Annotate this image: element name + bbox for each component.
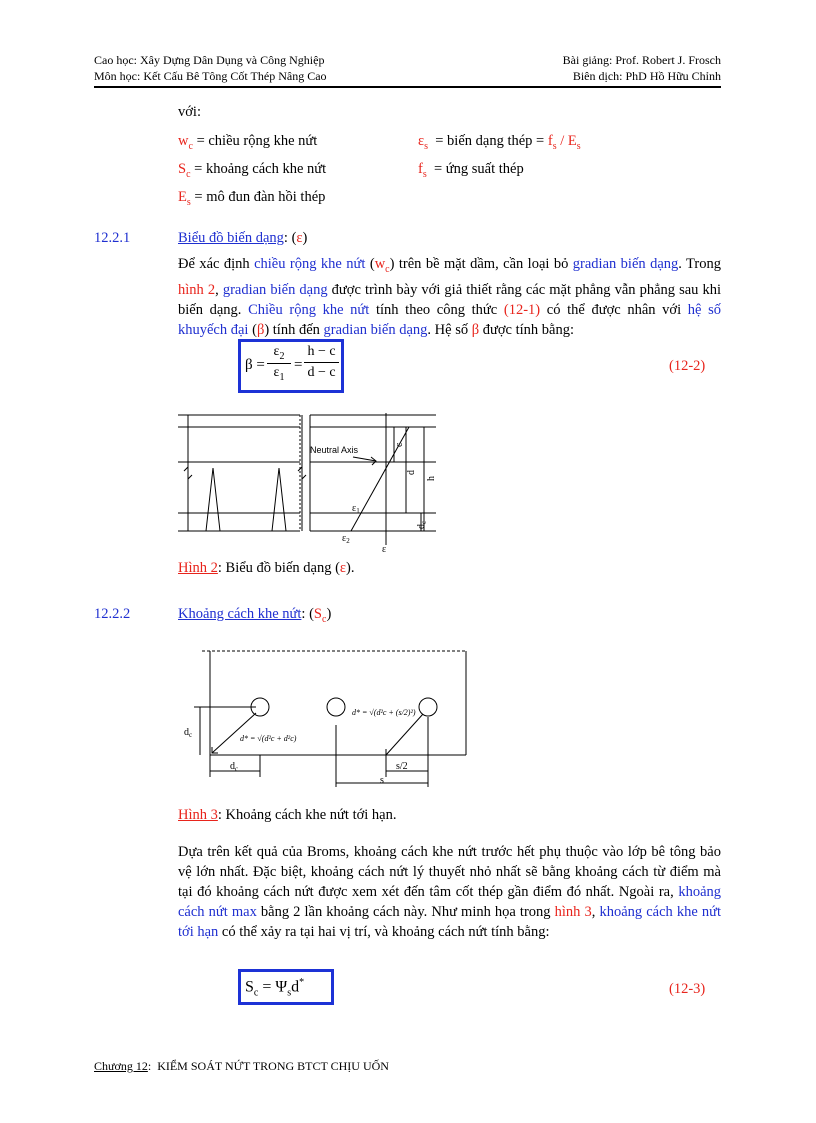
figure-2-ref: Hình 2 bbox=[178, 560, 218, 576]
header-left bbox=[94, 52, 327, 84]
eq-frac2: h − c d − c bbox=[304, 344, 339, 381]
fig3-dc-vertical-label: $d_c$ bbox=[184, 727, 193, 739]
fig3-formula-left: d* = √(d²c + d²c) bbox=[240, 734, 297, 743]
figure-3-caption: Hình 3: Khoảng cách khe nứt tới hạn. bbox=[178, 807, 397, 823]
symbol-es: $E_s$ = mô đun đàn hồi thép bbox=[178, 189, 326, 208]
section-1-number: 12.2.1 bbox=[94, 230, 131, 246]
section-2-heading: Khoảng cách khe nứt: $(S_c)$ bbox=[178, 606, 332, 625]
section-1-paragraph: Để xác định chiều rộng khe nứt $(w_c)$ trên bề mặt dầm, cần loại bỏ gradian biến dạng. Trong hình 2, gradian biến dạng được trình bày với giả thiết rằng các mặt phẳng vẫn phẳng sau khi biến dạng. Chiều rộng khe nứt tính theo công thức (12-1) có thể được nhân với hệ số khuyếch đại (β) tính đến gradian biến dạng. Hệ số β được tính bằng: bbox=[178, 256, 722, 338]
strain-diagram-figure bbox=[176, 405, 476, 555]
eq-beta-lhs: β = bbox=[245, 357, 265, 373]
equation-beta-box: β = $\varepsilon_2$ $\varepsilon_1$ = h − c d − c bbox=[238, 339, 344, 393]
figure-3-ref: Hình 3 bbox=[178, 807, 218, 823]
symbol-wc: $w_c$ = chiều rộng khe nứt bbox=[178, 133, 318, 152]
equation-sc-box bbox=[238, 969, 334, 1005]
equation-number-12-3: (12-3) bbox=[669, 981, 706, 997]
eps-axis-label: ε bbox=[382, 544, 387, 555]
fig3-dc-horizontal-label: $d_c$ bbox=[230, 761, 239, 773]
c-label: c bbox=[394, 442, 405, 447]
eq-frac1: $\varepsilon_2$ $\varepsilon_1$ bbox=[267, 344, 291, 383]
section-2-title: Khoảng cách khe nứt bbox=[178, 606, 302, 622]
h-label: h bbox=[426, 476, 437, 481]
eq-sc: $S_c = \Psi_sd^*$ bbox=[245, 977, 305, 999]
section-1-heading: Biểu đồ biến dạng: (ε) bbox=[178, 230, 308, 246]
section-1-title: Biểu đồ biến dạng bbox=[178, 230, 284, 246]
symbol-eps: $\varepsilon_s$ = biến dạng thép = $f_s / E_s$ bbox=[418, 133, 581, 152]
header-left-line1: Cao học: Xây Dựng Dân Dụng và Công Nghiệp bbox=[94, 53, 325, 67]
header-right-line1: Bài giảng: Prof. Robert J. Frosch bbox=[562, 53, 721, 67]
footer bbox=[94, 1058, 389, 1074]
symbols-intro: với: bbox=[178, 104, 201, 120]
equation-number-12-2: (12-2) bbox=[669, 358, 706, 374]
neutral-axis-label: Neutral Axis bbox=[310, 445, 359, 455]
dc-label: $d_c$ bbox=[416, 520, 428, 529]
beam-section bbox=[178, 415, 306, 531]
section-2-paragraph: Dựa trên kết quả của Broms, khoảng cách khe nứt trước hết phụ thuộc vào lớp bê tông bảo vệ lớn nhất. Đặc biệt, khoảng cách nứt lý thuyết nhỏ nhất sẽ bằng khoảng cách từ điểm mà tại đó khoảng cách nứt được xem xét đến tâm cốt thép gần điểm đó nhất. Ngoài ra, khoảng cách nứt max bằng 2 lần khoảng cách này. Như minh họa trong hình 3, khoảng cách khe nứt tới hạn có thể xảy ra tại hai vị trí, và khoảng cách nứt tính bằng: bbox=[178, 844, 721, 940]
header-divider bbox=[94, 86, 721, 88]
section-2-number: 12.2.2 bbox=[94, 606, 131, 622]
d-label: d bbox=[406, 470, 417, 475]
crack-spacing-figure bbox=[176, 645, 476, 790]
fig3-s-label: s bbox=[380, 775, 384, 786]
eps1-label: $\varepsilon_1$ bbox=[352, 503, 360, 515]
footer-title: : KIỂM SOÁT NỨT TRONG BTCT CHỊU UỐN bbox=[147, 1059, 389, 1073]
header-left-line2: Môn học: Kết Cấu Bê Tông Cốt Thép Nâng Cao bbox=[94, 69, 327, 83]
symbol-fs: $f_s$ = ứng suất thép bbox=[418, 161, 524, 180]
header-right-line2: Biên dịch: PhD Hồ Hữu Chỉnh bbox=[572, 69, 721, 83]
footer-chapter: Chương 12 bbox=[94, 1059, 148, 1073]
figure-2-caption: Hình 2: Biểu đồ biến dạng (ε). bbox=[178, 560, 355, 576]
eps2-label: $\varepsilon_2$ bbox=[342, 533, 350, 545]
fig3-s2-label: s/2 bbox=[396, 761, 408, 772]
symbol-sc: $S_c$ = khoảng cách khe nứt bbox=[178, 161, 327, 180]
fig3-formula-right: d* = √(d²c + (s/2)²) bbox=[352, 708, 416, 717]
header-right bbox=[563, 52, 721, 84]
